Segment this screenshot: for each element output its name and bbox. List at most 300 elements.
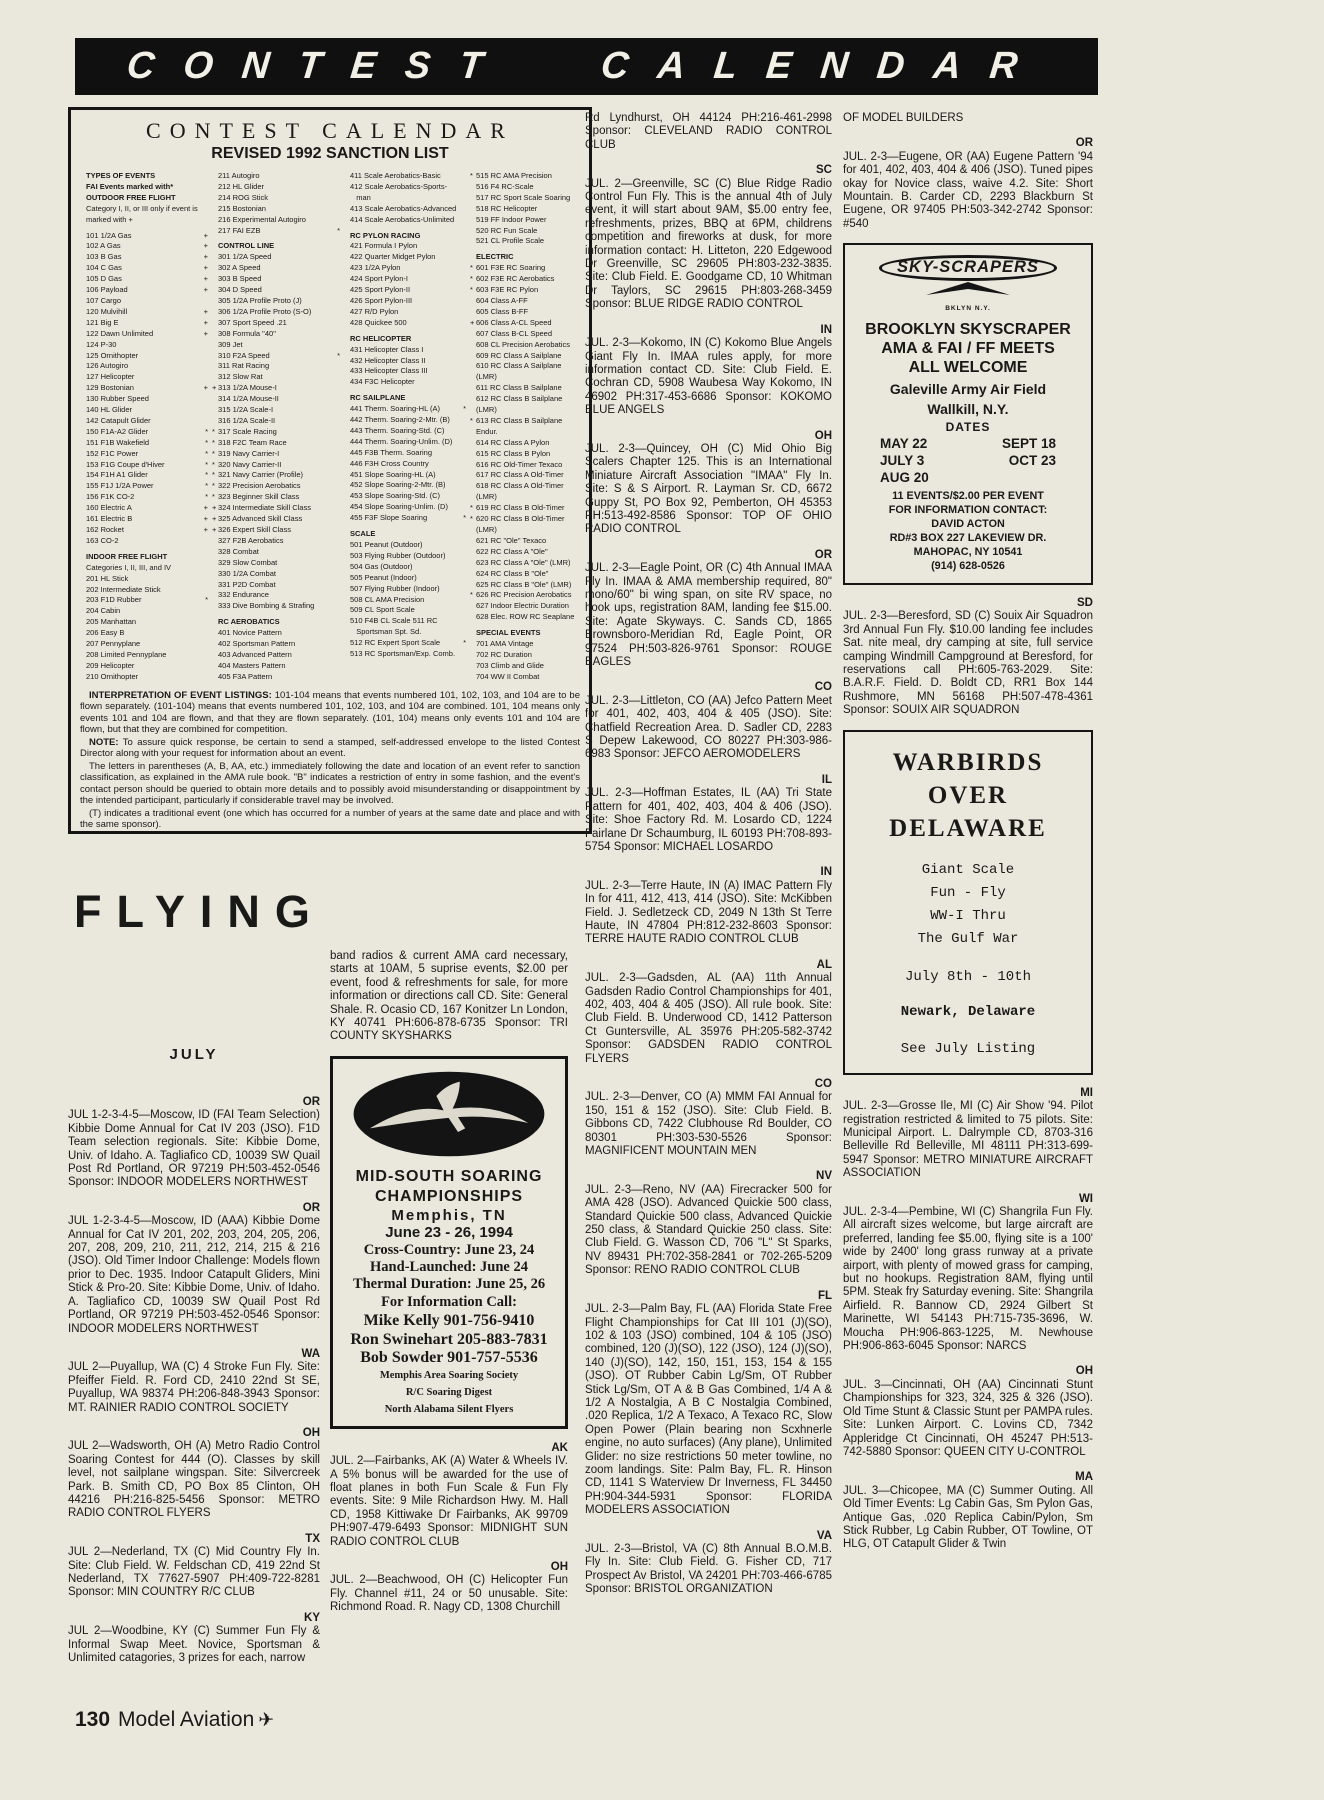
sanction-line-text: 701 AMA Vintage (476, 639, 534, 649)
glider-logo-icon (350, 1069, 548, 1159)
sanction-line-text: 610 RC Class A Sailplane (LMR) (476, 361, 562, 382)
sanction-line-text: Sportsman Spt. Sd. (350, 627, 422, 637)
sanction-line-text: 601 F3E RC Soaring (476, 263, 546, 273)
sanction-line-text: RC SAILPLANE (350, 393, 406, 403)
sanction-line-text: 333 Dive Bombing & Strafing (218, 601, 315, 611)
schedule-line: Thermal Duration: June 25, 26 (352, 1276, 546, 1293)
sanction-line-text: 106 Payload (86, 285, 128, 295)
sanction-line (80, 503, 208, 514)
category-marker: * (470, 285, 473, 295)
sanction-line (80, 241, 208, 252)
sanction-box-subtitle: REVISED 1992 SANCTION LIST (211, 145, 449, 162)
brooklyn-skyscrapers-ad (843, 243, 1093, 585)
sanction-line-text: 412 Scale Aerobatics-Sports- (350, 181, 448, 191)
warbirds-title (851, 746, 1085, 845)
sanction-line-text: 405 F3A Pattern (218, 671, 273, 681)
sanction-line (212, 628, 340, 639)
interpretation-text: The letters in parentheses (A, B, AA, etc.) immediately following the date and location of an event refer to sanction classification, as explained in the AMA rule book. "B" indicates a restriction of entry in some fashion, and the event's contact person should be queried to obtain more details and to possibly avoid misunderstanding or disappointment by the intended participant, particularly if considerable travel may be involved. (80, 760, 580, 807)
sanction-line (470, 171, 582, 182)
interpretation-lead: INTERPRETATION OF EVENT LISTINGS: (89, 689, 272, 701)
sanction-line (80, 449, 208, 460)
sanction-line-text: 624 RC Class B "Ole" (476, 568, 549, 578)
sanction-line (470, 204, 582, 215)
fai-marker: + (203, 514, 208, 524)
sanction-line-text: 507 Flying Rubber (Indoor) (350, 583, 440, 593)
sanction-line-text: 605 Class B-FF (476, 306, 529, 316)
fai-marker: * (205, 492, 208, 502)
sanction-line-text: 509 CL Sport Scale (350, 605, 415, 615)
page-number: 130 (75, 1708, 111, 1731)
listings-column-3 (585, 112, 832, 1609)
category-marker: * (212, 459, 215, 469)
sanction-line-text: INDOOR FREE FLIGHT (86, 551, 168, 561)
airfield-city: Wallkill, N.Y. (927, 401, 1009, 418)
sanction-line-text: 433 Helicopter Class III (350, 366, 428, 376)
sanction-line-text: 425 Sport Pylon-II (350, 285, 411, 295)
sanction-line (80, 394, 208, 405)
sanction-line-text: 125 Ornithopter (86, 350, 139, 360)
sanction-line (470, 601, 582, 612)
skyscrapers-logo: SKY-SCRAPERS (879, 255, 1057, 280)
sanction-line-text: 129 Bostonian (86, 383, 134, 393)
ad-heading-line: ALL WELCOME (908, 359, 1028, 377)
sanction-line-text: 628 Elec. ROW RC Seaplane (476, 612, 575, 622)
date-row (850, 435, 1086, 452)
sanction-line-text: 217 FAI EZB (218, 225, 261, 235)
date-row (850, 452, 1086, 469)
sanction-line (80, 318, 208, 329)
fai-marker: + (203, 241, 208, 251)
sanction-line-text: 501 Peanut (Outdoor) (350, 540, 423, 549)
sanction-column-1 (80, 171, 208, 683)
sanction-line (212, 193, 340, 204)
fai-marker: * (337, 350, 340, 360)
sanction-line-text: 704 WW II Combat (476, 671, 540, 681)
schedule-line: Hand-Launched: June 24 (370, 1259, 528, 1276)
sanction-line-text: 702 RC Duration (476, 649, 532, 659)
event-listing (330, 1442, 568, 1549)
sanction-line-text: SCALE (350, 529, 376, 539)
sanction-line (470, 650, 582, 661)
sanction-box-title: CONTEST CALENDAR (146, 118, 514, 143)
event-text: JUL. 2-3—Terre Haute, IN (A) IMAC Pattern Fly In for 411, 412, 413, 414 (JSO). Site: McKibben Field. J. Sedletzeck CD, 2049 N 13th St Terre Haute, IN 47804 PH:812-232-8603 Sponsor: TERRE HAUTE RADIO CONTROL CLUB (585, 879, 832, 946)
sanction-line-text: 101 1/2A Gas (86, 230, 132, 240)
sanction-line-text: 323 Beginner Skill Class (218, 492, 300, 502)
sanction-line (80, 661, 208, 672)
sanction-line (80, 514, 208, 525)
sanction-line (470, 590, 582, 601)
category-marker: + (212, 383, 217, 393)
sanction-line-text: 120 Mulvihill (86, 306, 128, 316)
state-tag: IN (820, 323, 832, 336)
sanction-line-text: 205 Manhattan (86, 617, 137, 627)
warbirds-body-line: The Gulf War (917, 930, 1019, 947)
column4-top-listings (843, 112, 1093, 231)
listings-column-4 (843, 112, 1093, 1564)
ad-location: Memphis, TN (391, 1206, 507, 1224)
sanction-line (344, 241, 466, 252)
sanction-column-4 (470, 171, 582, 683)
state-tag: KY (304, 1611, 320, 1624)
sanction-line (470, 193, 582, 204)
sanction-line-text: 431 Helicopter Class I (350, 344, 424, 354)
event-listing (68, 1096, 320, 1190)
fai-marker: + (203, 383, 208, 393)
sanction-line-text: 316 1/2A Scale-II (218, 415, 276, 425)
sanction-line-text: man (350, 192, 371, 202)
sanction-line (470, 639, 582, 650)
sanction-line (212, 449, 340, 460)
interpretation-text: To assure quick response, be certain to send a stamped, self-addressed envelope to the listed Contest Director along with your request for information about an event. (80, 736, 580, 760)
sanction-line-text: 413 Scale Aerobatics-Advanced (350, 203, 457, 213)
sanction-line-text: 304 D Speed (218, 285, 262, 295)
event-listing (843, 1365, 1093, 1459)
event-text: JUL. 2—Greenville, SC (C) Blue Ridge Radio Control Fun Fly. This is the annual 4th of July event, it will start about 9AM, $5.00 entry fee, refreshments, prizes, BBQ at 6PM, childrens competition and fireworks at dusk, for more information contact: H. Litteton, 220 Edgewood Dr Greenville, SC 29605 PH:803-232-3835. Site: Club Field. E. Goodgame CD, 10 Whitman Dr Taylors, SC 29615 PH:803-268-3459 Sponsor: BLUE RIDGE RADIO CONTROL (585, 177, 832, 311)
sanction-line (344, 252, 466, 263)
date-left: MAY 22 (880, 435, 928, 451)
sanction-line (470, 182, 582, 193)
organization-line: North Alabama Silent Flyers (384, 1404, 514, 1416)
sanction-column-2 (212, 171, 340, 683)
state-tag: CO (814, 681, 832, 694)
sanction-line-text: 521 CL Profile Scale (476, 236, 545, 246)
sanction-line (80, 274, 208, 285)
interpretation-notes (80, 690, 580, 831)
sanction-line-text: 303 B Speed (218, 274, 262, 284)
sanction-line-text: 402 Sportsman Pattern (218, 639, 296, 649)
ad-dates: June 23 - 26, 1994 (385, 1224, 513, 1242)
fai-marker: * (205, 448, 208, 458)
sanction-line-text: 626 RC Precision Aerobatics (476, 590, 572, 600)
category-marker: + (212, 503, 217, 513)
sanction-line (344, 595, 466, 606)
ad-title-line1: MID-SOUTH SOARING (355, 1167, 543, 1185)
airplane-icon: ✈ (258, 1710, 275, 1731)
date-left: AUG 20 (880, 469, 929, 485)
sanction-line (344, 502, 466, 513)
sanction-line (212, 438, 340, 449)
sanction-line-text: 142 Catapult Glider (86, 415, 151, 425)
sanction-line-text: 627 Indoor Electric Duration (476, 601, 569, 611)
ad-heading-line: BROOKLYN SKYSCRAPER (865, 321, 1071, 339)
sanction-line-text: 327 F2B Aerobatics (218, 535, 284, 545)
sanction-line (212, 492, 340, 503)
event-listing (68, 1348, 320, 1415)
sanction-line (344, 540, 466, 551)
sanction-line (470, 628, 582, 639)
sanction-line-text: 329 Slow Combat (218, 557, 278, 567)
sanction-line-text: SPECIAL EVENTS (476, 628, 541, 638)
sanction-line-text: 209 Helicopter (86, 660, 135, 670)
sanction-line (470, 274, 582, 285)
organization-line: R/C Soaring Digest (405, 1386, 493, 1398)
sanction-line-text: 207 Pennyplane (86, 639, 141, 649)
sanction-line (80, 329, 208, 340)
sanction-line (212, 215, 340, 226)
sanction-line (212, 427, 340, 438)
state-tag: VA (816, 1529, 832, 1542)
sanction-line (470, 361, 582, 383)
sanction-line (470, 263, 582, 274)
sanction-line-text: 330 1/2A Combat (218, 568, 276, 578)
sanction-line (470, 236, 582, 247)
sanction-line-text: 615 RC Class B Pylon (476, 448, 551, 458)
column4-mid-listings (843, 597, 1093, 718)
warbirds-body-line: Giant Scale (921, 861, 1015, 878)
category-marker: * (212, 448, 215, 458)
sanction-line-text: 442 Therm. Soaring-2-Mtr. (B) (350, 415, 450, 425)
interpretation-paragraph (80, 808, 580, 831)
event-listing (585, 866, 832, 946)
sanction-line-text: 617 RC Class A Old-Timer (476, 470, 564, 480)
sanction-line (470, 569, 582, 580)
sanction-line-text: 320 Navy Carrier-II (218, 459, 282, 469)
fai-marker: + (203, 317, 208, 327)
date-left: JULY 3 (880, 452, 925, 468)
logo-subtext: BKLYN N.Y. (945, 305, 991, 313)
event-text: JUL. 2-3—Kokomo, IN (C) Kokomo Blue Angels Giant Fly In. IMAA rules apply, for more information contact CD. Site: Club Field. E. Cochran CD, 5908 Waubesa Way Kokomo, IN 46902 PH:317-453-6686 Sponsor: KOKOMO BLUE ANGELS (585, 337, 832, 417)
sanction-line (80, 585, 208, 596)
fai-marker: * (463, 404, 466, 414)
state-tag: OH (302, 1426, 320, 1439)
sanction-line (470, 252, 582, 263)
sanction-line (470, 481, 582, 503)
warbirds-title-line: WARBIRDS (892, 748, 1044, 776)
sanction-line (344, 171, 466, 182)
sanction-line (212, 601, 340, 612)
sanction-line-text: 602 F3E RC Aerobatics (476, 274, 555, 284)
interpretation-lead: NOTE: (89, 736, 119, 748)
sanction-line-text: 302 A Speed (218, 263, 261, 273)
event-listing (585, 1530, 832, 1597)
sanction-line-text: 122 Dawn Unlimited (86, 328, 154, 338)
sanction-line-text: 319 Navy Carrier-I (218, 448, 280, 458)
event-text: JUL 2—Wadsworth, OH (A) Metro Radio Control Soaring Contest for 444 (O). Classes by skill level, not sailplane wingspan. Site: Silvercreek Park. B. Smith CD, PO Box 85 Clinton, OH 44216 PH:216-825-5456 Sponsor: METRO RADIO CONTROL FLYERS (68, 1440, 320, 1520)
sanction-line-text: 444 Therm. Soaring-Unlim. (D) (350, 436, 453, 446)
sanction-line (470, 296, 582, 307)
sanction-line (212, 536, 340, 547)
sanction-line-text: RC AEROBATICS (218, 617, 280, 627)
sanction-line-text: 322 Precision Aerobatics (218, 481, 301, 491)
sanction-line (80, 470, 208, 481)
sanction-line-text: 210 Ornithopter (86, 671, 139, 681)
state-tag: OH (814, 429, 832, 442)
fai-marker: * (463, 513, 466, 523)
sanction-line (344, 448, 466, 459)
event-listing (330, 1561, 568, 1615)
category-marker: * (470, 274, 473, 284)
sanction-line-text: 508 CL AMA Precision (350, 594, 425, 604)
sanction-line (80, 383, 208, 394)
sanction-line (344, 356, 466, 367)
event-text: JUL 1-2-3-4-5—Moscow, ID (AAA) Kibbie Dome Annual for Cat IV 201, 202, 203, 204, 205, 206, 207, 208, 209, 210, 211, 212, 214, 215 & 216 (JSO). Old Timer Indoor Challenge: Models flown prior to Dec. 1935. Indoor Catapult Gliders, Mini Stick & Pro-20. Site: Kibbie Dome, Univ. of Idaho. A. Tagliafico CD, 10039 SW Quail Post Rd Portland, OR 97219 PH:503-452-0546 Sponsor: INDOOR MODELERS NORTHWEST (68, 1215, 320, 1335)
sanction-line-text: OUTDOOR FREE FLIGHT (86, 192, 176, 202)
event-listing (585, 112, 832, 152)
sanction-line-text: 161 Electric B (86, 514, 133, 524)
category-marker: * (212, 481, 215, 491)
sanction-line-text: 162 Rocket (86, 525, 124, 534)
sanction-line (470, 514, 582, 536)
event-listing (585, 549, 832, 670)
sanction-line-text: 313 1/2A Mouse-I (218, 383, 277, 393)
sanction-line (80, 416, 208, 427)
event-listing (330, 950, 568, 1044)
sanction-line (212, 263, 340, 274)
state-tag: NV (816, 1170, 832, 1183)
sanction-line-text: 510 F4B CL Scale 511 RC (350, 616, 438, 626)
fai-marker: * (205, 426, 208, 436)
event-listing (843, 1471, 1093, 1551)
sanction-line-text: 317 Scale Racing (218, 426, 277, 436)
sanction-line (470, 215, 582, 226)
sanction-line-text: FAI Events marked with* (86, 181, 174, 191)
sanction-line (212, 617, 340, 628)
sanction-line (80, 650, 208, 661)
sanction-line (212, 416, 340, 427)
sanction-line (80, 595, 208, 606)
interpretation-paragraph (80, 690, 580, 736)
sanction-line-text: 126 Autogiro (86, 361, 129, 371)
sanction-line (212, 460, 340, 471)
sanction-line (80, 525, 208, 536)
sanction-line-text: 310 F2A Speed (218, 350, 270, 360)
event-listing (585, 324, 832, 418)
sanction-line-text: 441 Therm. Soaring-HL (A) (350, 404, 441, 414)
sanction-line-text: 318 F2C Team Race (218, 437, 287, 447)
sanction-line (212, 580, 340, 591)
sanction-line (344, 573, 466, 584)
ad-info-label: For Information Call: (381, 1293, 517, 1310)
warbirds-body (851, 859, 1085, 951)
category-marker: * (212, 426, 215, 436)
sanction-line (344, 263, 466, 274)
sanction-list-box (68, 107, 592, 834)
state-tag: FL (817, 1289, 832, 1302)
sanction-line (470, 449, 582, 460)
state-tag: AK (551, 1441, 568, 1454)
sanction-line-text: 154 F1H A1 Glider (86, 470, 148, 480)
sanction-line-text: 445 F3B Therm. Soaring (350, 447, 432, 457)
state-tag: OR (302, 1096, 320, 1108)
detail-line: (914) 628-0526 (931, 559, 1005, 572)
state-tag: TX (305, 1532, 320, 1545)
flying-section-title: FLYING (74, 886, 325, 937)
contact-line: Ron Swinehart 205-883-7831 (350, 1330, 548, 1348)
sanction-line (80, 574, 208, 585)
event-text: JUL. 2-3-4—Pembine, WI (C) Shangrila Fun Fly. All aircraft sizes welcome, but large aircraft are preferred, landing fee $5.00, flying site is a 100' wide by 2400' long grass runway at a private airport, with plenty of mowed grass for camping, but no hookups. Registration 8AM, flying until 5PM. Steak fry Saturday evening. Site: Shangrila Airfield. R. Bannow CD, 2924 Gilbert St Marinette, WI 54143 PH:715-735-3696, W. Moucha PH:906-863-1225, M. Newhouse PH:906-863-6045 Sponsor: NARCS (843, 1206, 1093, 1353)
sanction-line-text: 604 Class A-FF (476, 295, 528, 305)
sanction-line (344, 470, 466, 481)
sanction-line (212, 405, 340, 416)
interpretation-paragraph (80, 761, 580, 807)
sanction-line-text: 216 Experimental Autogiro (218, 214, 306, 224)
sanction-line (212, 361, 340, 372)
organization-line: Memphis Area Soaring Society (379, 1369, 519, 1381)
sanction-line-text: 311 Rat Racing (218, 361, 270, 371)
sanction-line (212, 569, 340, 580)
sanction-line (470, 558, 582, 569)
state-tag: MI (1080, 1086, 1093, 1099)
sanction-line-text: 616 RC Old-Timer Texaco (476, 459, 563, 469)
sanction-line (80, 639, 208, 650)
sanction-line (212, 318, 340, 329)
category-marker: * (470, 415, 473, 425)
sanction-line (80, 340, 208, 351)
sanction-line-text: 606 Class A-CL Speed (476, 317, 552, 327)
sanction-line-text: 703 Climb and Glide (476, 660, 544, 670)
event-listing (843, 137, 1093, 231)
sanction-line (80, 351, 208, 362)
fai-marker: + (203, 252, 208, 262)
category-marker: + (212, 525, 217, 534)
sanction-line (344, 513, 466, 524)
sanction-line-text: 401 Novice Pattern (218, 628, 282, 638)
state-tag: OR (1075, 137, 1093, 150)
detail-line: FOR INFORMATION CONTACT: (888, 503, 1048, 516)
ad-contacts (341, 1312, 557, 1367)
event-text: JUL 2—Woodbine, KY (C) Summer Fun Fly & Informal Swap Meet. Novice, Sportsman & Unlimited catagories, 3 prizes for each, narrow (68, 1625, 320, 1665)
sanction-line (212, 171, 340, 182)
event-text: JUL. 2—Beachwood, OH (C) Helicopter Fun Fly. Channel #11, 24 or 50 unusable. Site: Richmond Road. R. Nagy CD, 1308 Churchill (330, 1574, 568, 1614)
warbirds-body-line: WW-I Thru (930, 907, 1006, 924)
warbirds-date: July 8th - 10th (904, 968, 1032, 985)
sanction-line (212, 285, 340, 296)
sanction-line (80, 263, 208, 274)
sanction-line (470, 612, 582, 623)
sanction-line-text: 453 Slope Soaring-Std. (C) (350, 491, 441, 501)
ad-organizations (341, 1369, 557, 1417)
sanction-line-text: 503 Flying Rubber (Outdoor) (350, 550, 446, 560)
sanction-line-text: 426 Sport Pylon-III (350, 295, 413, 305)
sanction-line-text: 432 Helicopter Class II (350, 355, 426, 365)
fai-marker: + (203, 263, 208, 273)
sanction-line-text: 328 Combat (218, 546, 259, 556)
sanction-line (470, 536, 582, 547)
sanction-line (212, 252, 340, 263)
sanction-line (344, 377, 466, 388)
category-marker: * (470, 171, 473, 180)
magazine-name: Model Aviation (118, 1708, 255, 1731)
dates-label: DATES (945, 420, 991, 435)
sanction-columns (80, 171, 580, 683)
sanction-line (344, 393, 466, 404)
warbirds-see-listing: See July Listing (900, 1041, 1036, 1058)
sanction-line (344, 415, 466, 426)
sanction-line (470, 394, 582, 416)
sanction-line (344, 285, 466, 296)
fai-marker: + (203, 328, 208, 338)
sanction-line (470, 503, 582, 514)
ad-title-line2: CHAMPIONSHIPS (374, 1187, 524, 1205)
sanction-line-text: 105 D Gas (86, 274, 122, 284)
sanction-line (344, 426, 466, 437)
state-tag: OR (302, 1201, 320, 1214)
event-text: JUL. 2-3—Reno, NV (AA) Firecracker 500 for AMA 428 (JSO). Advanced Quickie 500 class, Standard Quickie 500 class, Advanced Quickie 250 class, & Standard Quickie 250 class. Site: Club Field. G. Wasson CD, 706 "L" St Sparks, NV 89431 PH:702-358-2841 or 702-265-5209 Sponsor: RENO RADIO CONTROL CLUB (585, 1183, 832, 1277)
event-listing (68, 1533, 320, 1600)
sanction-line (212, 525, 340, 536)
sanction-line-text: RC PYLON RACING (350, 230, 421, 240)
sanction-line (212, 182, 340, 193)
sanction-line-text: 202 Intermediate Stick (86, 584, 161, 594)
sanction-line (344, 334, 466, 345)
sanction-line (470, 307, 582, 318)
date-rows (850, 435, 1086, 486)
date-right: SEPT 18 (1001, 435, 1056, 451)
event-listing (843, 1087, 1093, 1181)
sanction-line-text: 321 Navy Carrier (Profile) (218, 470, 304, 480)
sanction-line (344, 491, 466, 502)
event-listing (585, 430, 832, 537)
